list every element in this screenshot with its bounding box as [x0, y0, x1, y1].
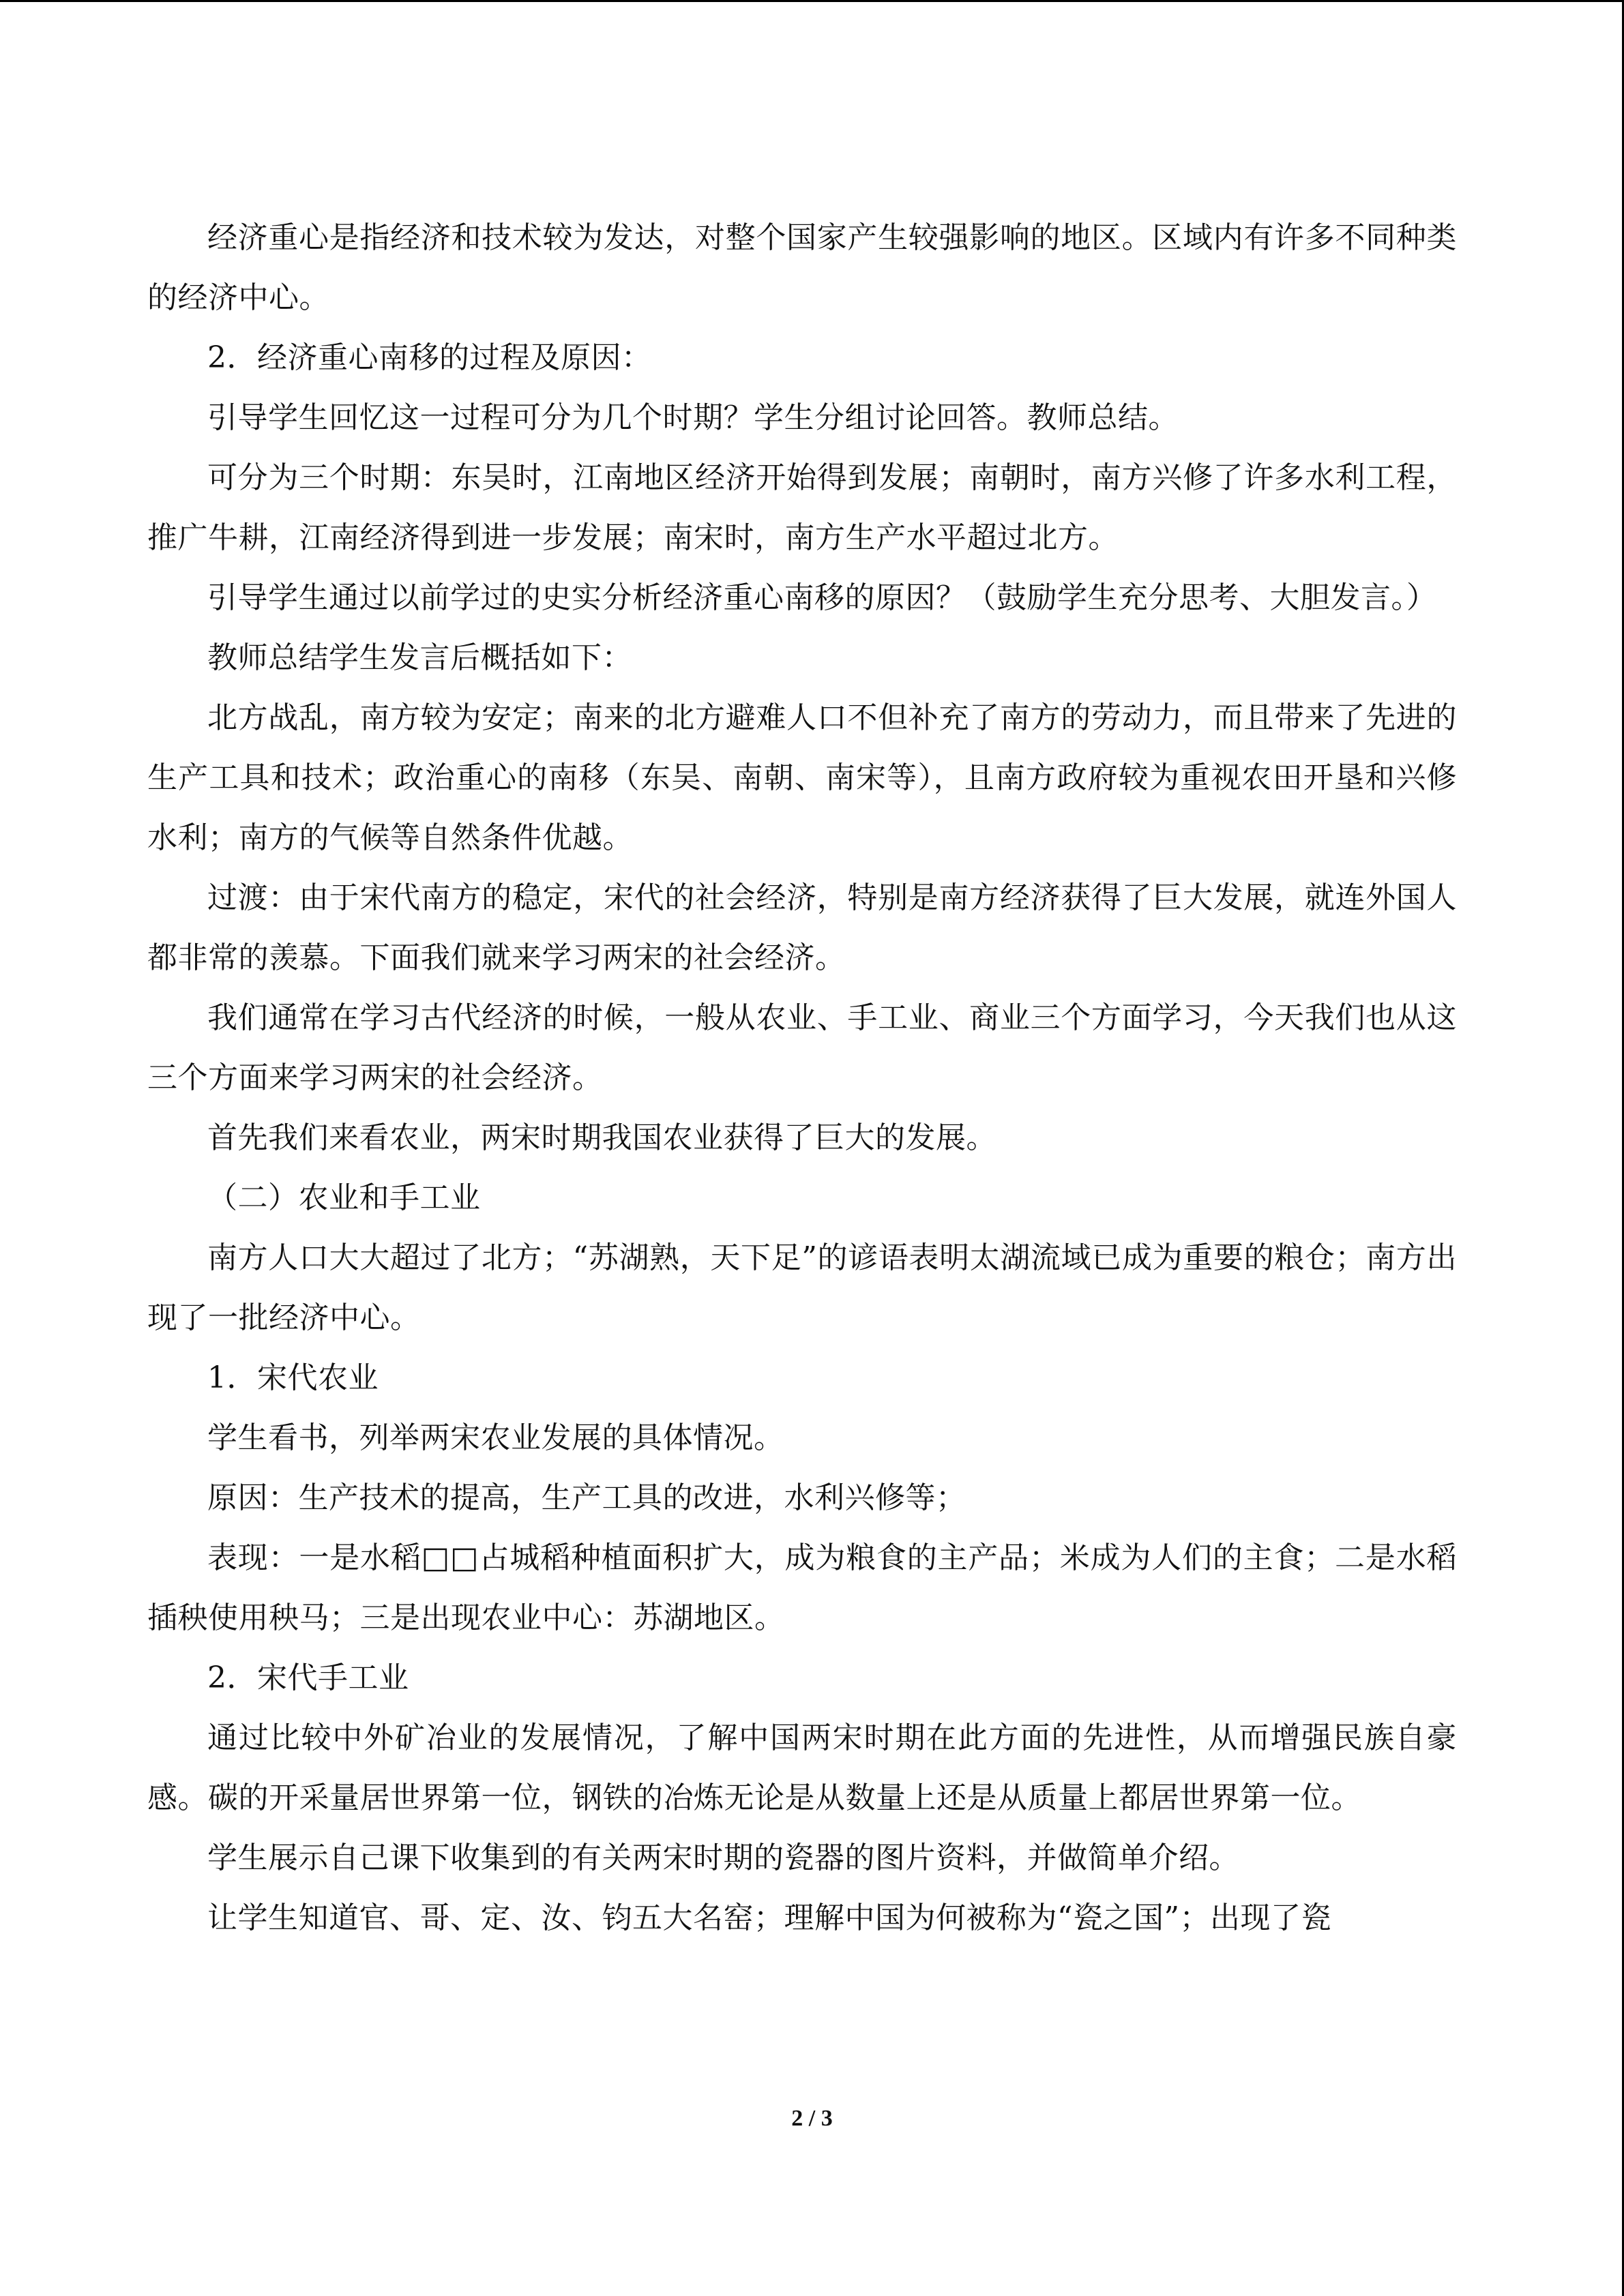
heading-southward-shift: 2．经济重心南移的过程及原因：	[207, 340, 652, 375]
paragraph-teacher-summary: 教师总结学生发言后概括如下：	[207, 640, 632, 675]
paragraph-mining-comparison: 通过比较中外矿冶业的发展情况，了解中国两宋时期在此方面的先进性，从而增强民族自豪感。碳的开采量居世界第一位，钢铁的冶炼无论是从数量上还是从质量上都居世界第一位。	[147, 1720, 1457, 1815]
heading-agriculture-handicraft: （二）农业和手工业	[207, 1180, 481, 1215]
paragraph-read-book: 学生看书，列举两宋农业发展的具体情况。	[207, 1420, 784, 1455]
paragraph-south-population: 南方人口大大超过了北方；“苏湖熟，天下足”的谚语表明太湖流域已成为重要的粮仓；南方出现了一批经济中心。	[147, 1240, 1457, 1335]
paragraph-porcelain-display: 学生展示自己课下收集到的有关两宋时期的瓷器的图片资料，并做简单介绍。	[207, 1840, 1239, 1875]
paragraph-transition: 过渡：由于宋代南方的稳定，宋代的社会经济，特别是南方经济获得了巨大发展，就连外国人都非常的羡慕。下面我们就来学习两宋的社会经济。	[147, 880, 1457, 975]
document-body	[147, 208, 1457, 1948]
heading-song-agriculture: 1．宋代农业	[207, 1360, 379, 1395]
heading-song-handicraft: 2．宋代手工业	[207, 1660, 409, 1695]
paragraph-reasons: 北方战乱，南方较为安定；南来的北方避难人口不但补充了南方的劳动力，而且带来了先进的生产工具和技术；政治重心的南移（东吴、南朝、南宋等），且南方政府较为重视农田开垦和兴修水利；南方的气候等自然条件优越。	[147, 700, 1457, 855]
paragraph-three-periods: 可分为三个时期：东吴时，江南地区经济开始得到发展；南朝时，南方兴修了许多水利工程，推广牛耕，江南经济得到进一步发展；南宋时，南方生产水平超过北方。	[147, 460, 1457, 555]
page-number: 2 / 3	[791, 2106, 833, 2131]
paragraph-manifestations: 表现：一是水稻□□占城稻种植面积扩大，成为粮食的主产品；米成为人们的主食；二是水稻插秧使用秧马；三是出现农业中心：苏湖地区。	[147, 1540, 1457, 1635]
paragraph-agriculture-intro: 首先我们来看农业，两宋时期我国农业获得了巨大的发展。	[207, 1120, 996, 1155]
paragraph-guide-reasons: 引导学生通过以前学过的史实分析经济重心南移的原因？（鼓励学生充分思考、大胆发言。）	[207, 580, 1437, 615]
paragraph-three-aspects: 我们通常在学习古代经济的时候，一般从农业、手工业、商业三个方面学习，今天我们也从这三个方面来学习两宋的社会经济。	[147, 1000, 1457, 1095]
paragraph-famous-kilns: 让学生知道官、哥、定、汝、钧五大名窑；理解中国为何被称为“瓷之国”；出现了瓷	[207, 1900, 1331, 1935]
paragraph-causes: 原因：生产技术的提高，生产工具的改进，水利兴修等；	[207, 1480, 966, 1515]
paragraph-guide-recall: 引导学生回忆这一过程可分为几个时期？学生分组讨论回答。教师总结。	[207, 400, 1179, 435]
paragraph-definition: 经济重心是指经济和技术较为发达，对整个国家产生较强影响的地区。区域内有许多不同种类的经济中心。	[147, 220, 1457, 315]
